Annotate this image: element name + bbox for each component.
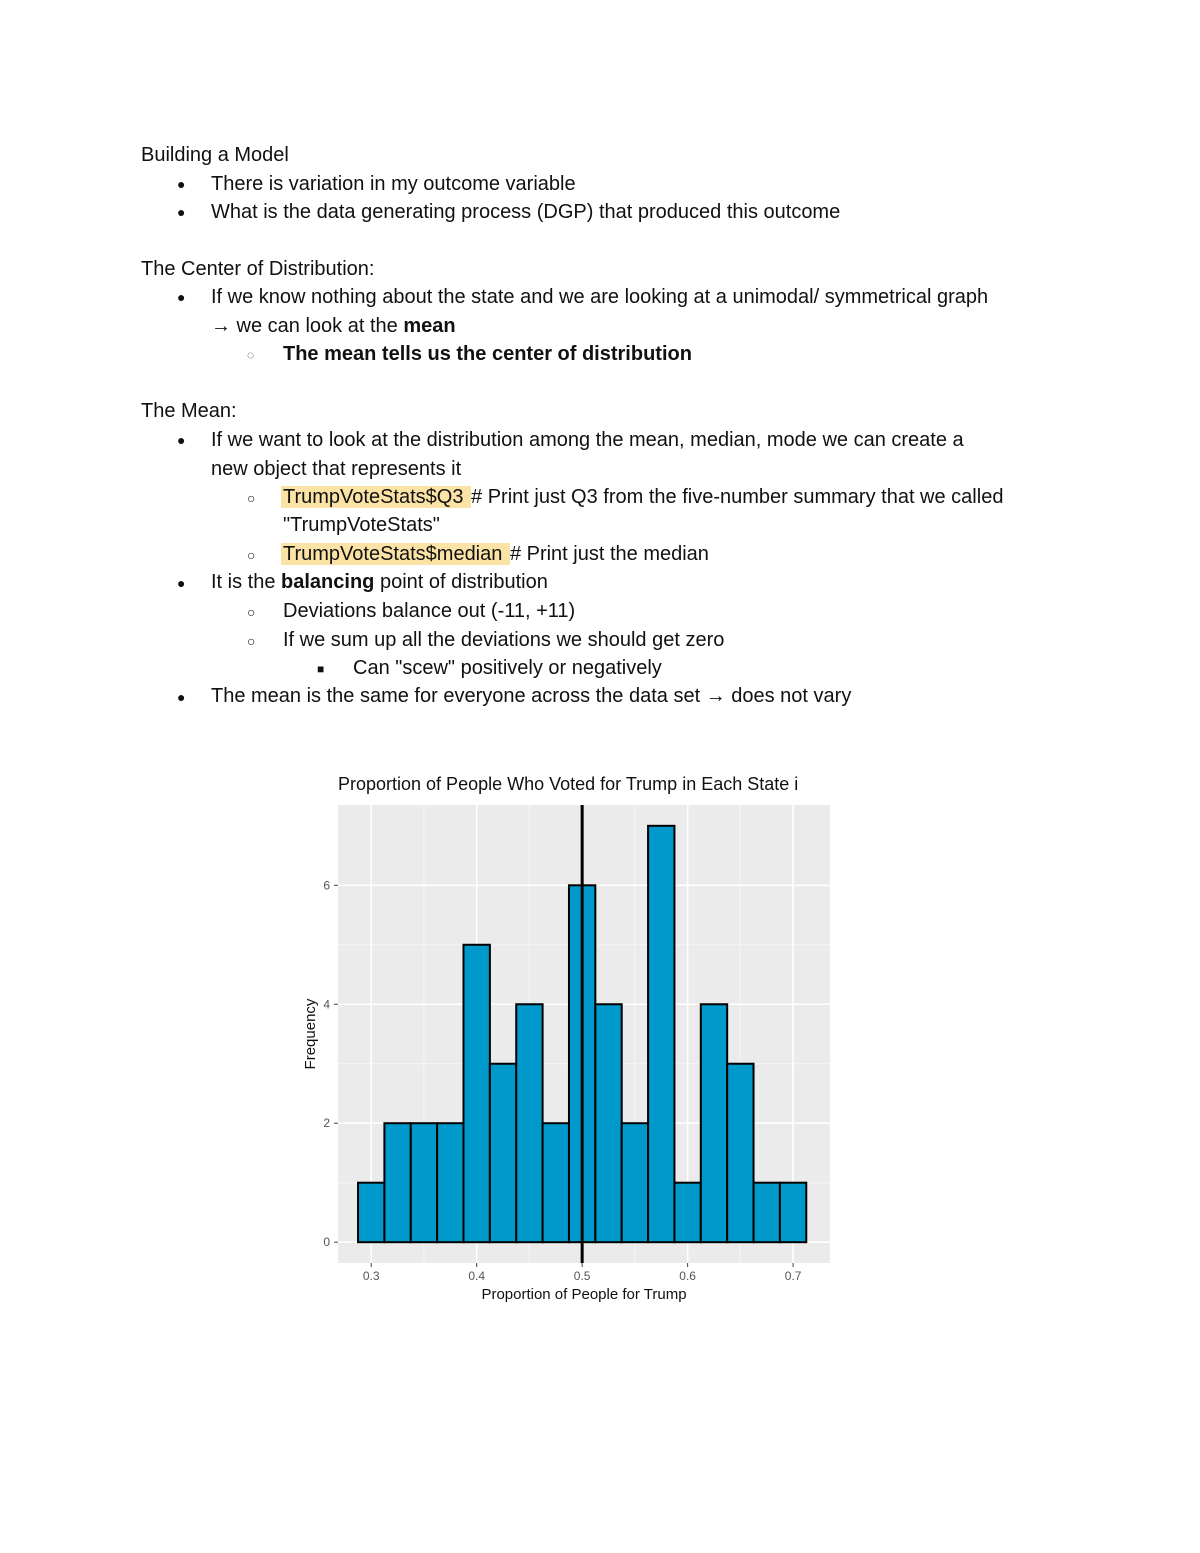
code-q3-comment-line-2: "TrumpVoteStats": [283, 514, 440, 536]
mean-bullet-2: [211, 568, 548, 596]
center-bullet-1-line-2: [211, 312, 456, 340]
mean-bullet-1-line-1: If we want to look at the distribution among the mean, median, mode we can create a: [211, 429, 964, 451]
x-tick-label: 0.6: [679, 1269, 696, 1283]
x-tick-label: 0.3: [362, 1269, 380, 1283]
histogram-bar: [543, 1123, 569, 1242]
heading-building-a-model: Building a Model: [141, 144, 289, 166]
x-tick-label: 0.4: [468, 1269, 486, 1283]
chart-title: Proportion of People Who Voted for Trump in Each State i: [338, 774, 799, 794]
histogram-bar: [384, 1123, 410, 1242]
histogram-bar: [727, 1064, 753, 1242]
code-median-comment: # Print just the median: [509, 543, 709, 565]
bullet-dot-icon: ●: [177, 432, 186, 448]
center-bullet-1-prefix: → we can look at the: [211, 315, 404, 337]
code-q3-highlight: TrumpVoteStats$Q3: [283, 486, 470, 508]
mean-bullet-3: The mean is the same for everyone across the data set → does not vary: [211, 685, 852, 707]
bullet-dot-icon: ●: [177, 575, 186, 591]
histogram-chart: [300, 770, 860, 1310]
histogram-bar: [358, 1183, 384, 1242]
mean-sub-2a: Deviations balance out (-11, +11): [283, 600, 576, 622]
histogram-bar: [516, 1004, 542, 1242]
bullet-hollow-circle-icon: ○: [247, 490, 256, 506]
histogram-bar: [701, 1004, 727, 1242]
histogram-bar: [780, 1183, 806, 1242]
bullet-dot-icon: ●: [177, 176, 186, 192]
center-bullet-1-line-1: If we know nothing about the state and we are looking at a unimodal/ symmetrical graph: [211, 286, 989, 308]
histogram-bar: [464, 945, 490, 1242]
bullet-square-icon: ■: [317, 662, 325, 676]
heading-center-of-distribution: The Center of Distribution:: [141, 258, 375, 280]
y-tick-label: 0: [323, 1235, 330, 1250]
bullet-hollow-circle-icon: ○: [247, 633, 256, 649]
code-line-q3: [281, 483, 1003, 511]
center-bullet-1-bold: mean: [403, 315, 456, 337]
bullet-dot-icon: ●: [177, 289, 186, 305]
histogram-bar: [595, 1004, 621, 1242]
mean-bullet-1-line-2: new object that represents it: [211, 458, 462, 480]
mean-sub-2b: If we sum up all the deviations we should get zero: [283, 629, 725, 651]
histogram-bar: [411, 1123, 437, 1242]
mean-subsub: Can "scew" positively or negatively: [353, 657, 662, 679]
bullet-dotted-circle-icon: ◌: [247, 348, 255, 362]
y-tick-label: 2: [323, 1116, 330, 1131]
histogram-bar: [437, 1123, 463, 1242]
mean-bullet-2-prefix: It is the: [211, 571, 282, 593]
code-median-highlight: TrumpVoteStats$median: [283, 543, 508, 565]
bullet-dot-icon: ●: [177, 689, 186, 705]
model-bullet-2: What is the data generating process (DGP) that produced this outcome: [211, 201, 841, 223]
x-tick-label: 0.5: [573, 1269, 591, 1283]
histogram-bar: [648, 826, 674, 1242]
bullet-hollow-circle-icon: ○: [247, 604, 256, 620]
y-axis-label: Frequency: [302, 998, 319, 1070]
histogram-bar: [622, 1123, 648, 1242]
center-sub-bullet: The mean tells us the center of distribution: [283, 343, 692, 365]
heading-the-mean: The Mean:: [141, 400, 237, 422]
histogram-bar: [754, 1183, 780, 1242]
x-axis-label: Proportion of People for Trump: [481, 1286, 687, 1303]
mean-bullet-2-bold: balancing: [281, 571, 375, 593]
model-bullet-1: There is variation in my outcome variable: [211, 173, 576, 195]
y-tick-label: 4: [323, 997, 330, 1012]
histogram-bar: [490, 1064, 516, 1242]
code-line-median: [281, 540, 709, 568]
y-tick-label: 6: [323, 878, 330, 893]
x-tick-label: 0.7: [784, 1269, 802, 1283]
code-q3-comment: # Print just Q3 from the five-number summary that we called: [471, 486, 1004, 508]
bullet-dot-icon: ●: [177, 204, 186, 220]
histogram-bar: [674, 1183, 700, 1242]
bullet-hollow-circle-icon: ○: [247, 547, 256, 563]
mean-bullet-2-suffix: point of distribution: [374, 571, 548, 593]
